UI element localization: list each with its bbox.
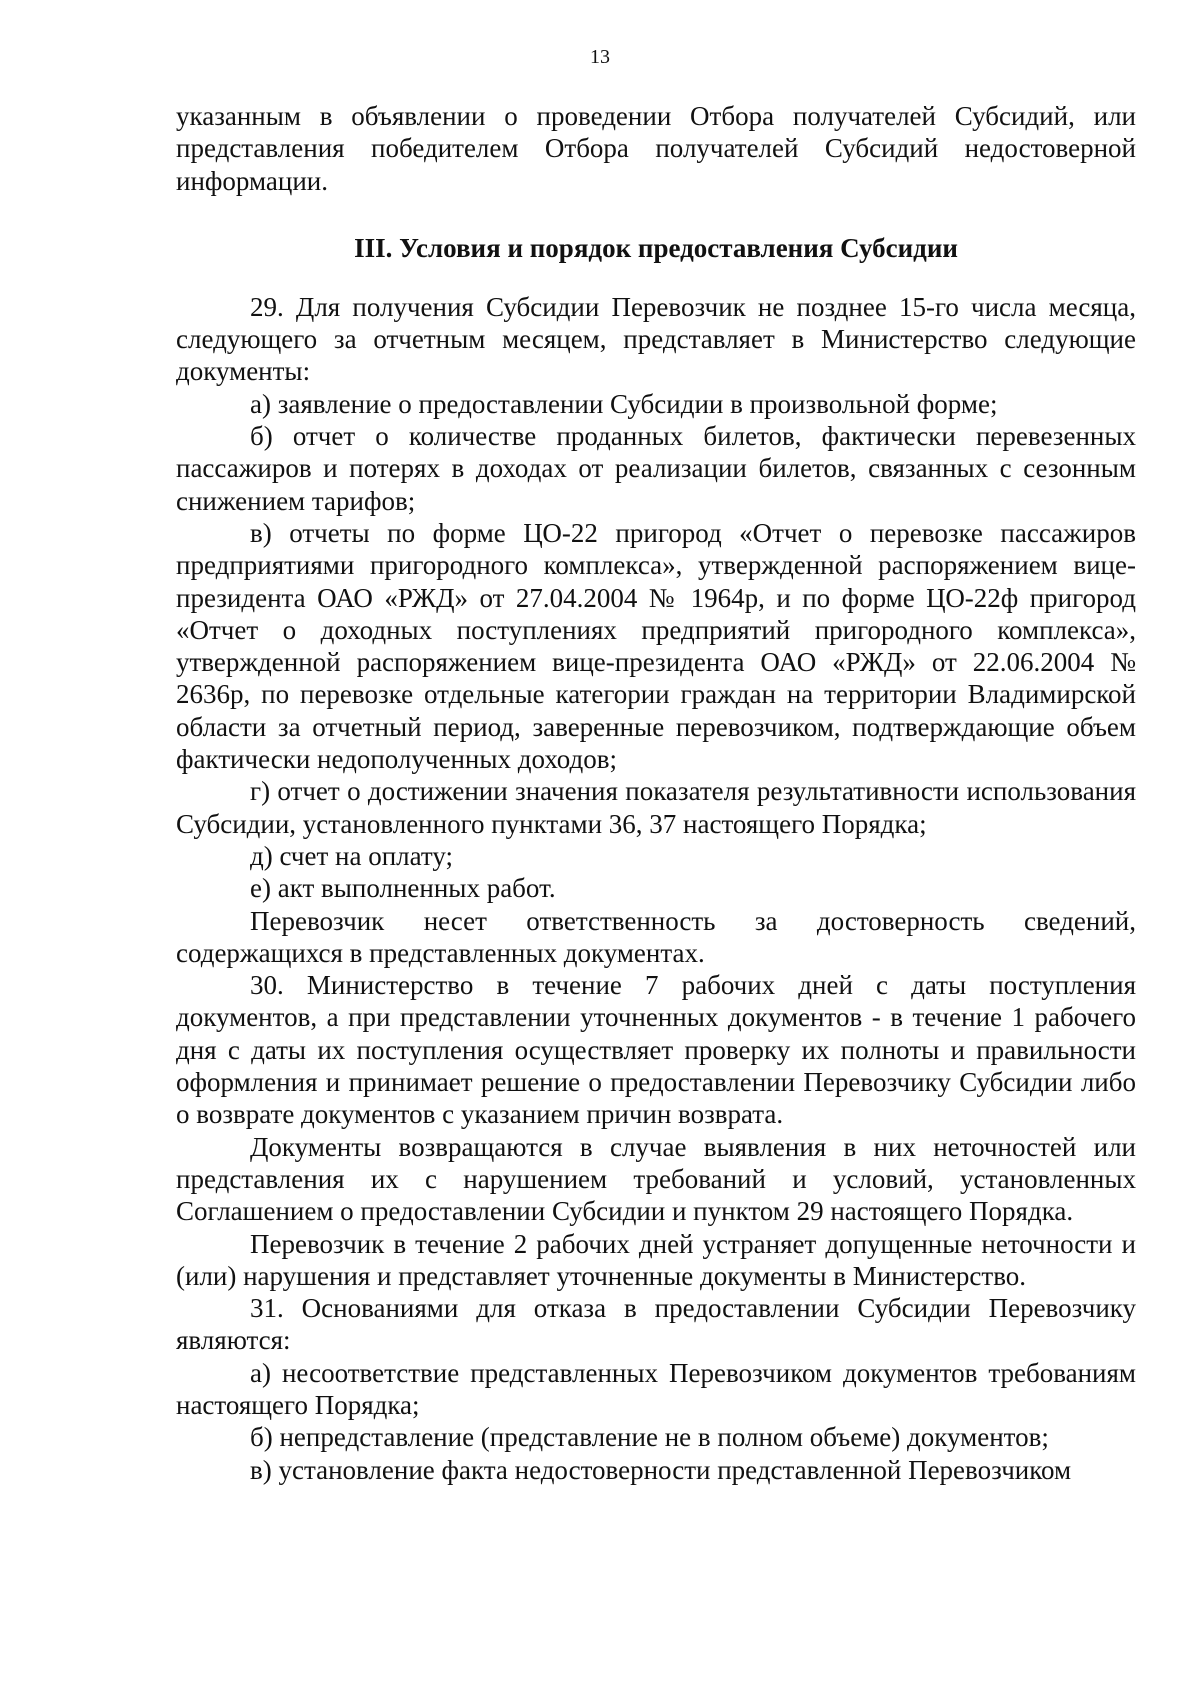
paragraph-30: 30. Министерство в течение 7 рабочих дней с даты поступления документов, а при представлении уточненных документов - в течение 1 рабочего дня с даты их поступления осуществляет проверку их полноты и правильности оформления и принимает решение о предоставлении Перевозчику Субсидии либо о возврате документов с указанием причин возврата. [176, 970, 1136, 1130]
paragraph-29: 29. Для получения Субсидии Перевозчик не позднее 15-го числа месяца, следующего за отчетным месяцем, представляет в Министерство следующие документы: [176, 291, 1136, 387]
item-29-e: е) акт выполненных работ. [250, 873, 556, 904]
item-31-a: а) несоответствие представленных Перевозчиком документов требованиям настоящего Порядка; [176, 1357, 1136, 1420]
paragraph-30-return: Документы возвращаются в случае выявления в них неточностей или представления их с нарушением требований и условий, установленных Соглашением о предоставлении Субсидии и пунктом 29 настоящего Порядка. [176, 1131, 1136, 1227]
document-body [176, 100, 1136, 1486]
intro-paragraph: указанным в объявлении о проведении Отбора получателей Субсидий, или представления победителем Отбора получателей Субсидий недостоверной информации. [176, 101, 1136, 196]
item-29-d: д) счет на оплату; [250, 840, 454, 871]
paragraph-29-responsibility: Перевозчик несет ответственность за достоверность сведений, содержащихся в представленных документах. [176, 905, 1136, 968]
paragraph-31: 31. Основаниями для отказа в предоставлении Субсидии Перевозчику являются: [176, 1293, 1136, 1356]
item-29-g: г) отчет о достижении значения показателя результативности использования Субсидии, установленного пунктами 36, 37 настоящего Порядка; [176, 776, 1136, 839]
item-29-a: а) заявление о предоставлении Субсидии в произвольной форме; [250, 388, 998, 419]
page-number: 13 [590, 46, 610, 68]
section-title: III. Условия и порядок предоставления Субсидии [354, 232, 958, 263]
item-29-v: в) отчеты по форме ЦО-22 пригород «Отчет о перевозке пассажиров предприятиями пригородного комплекса», утвержденной распоряжением вице-президента ОАО «РЖД» от 27.04.2004 № 1964р, и по форме ЦО-22ф пригород «Отчет о доходных поступлениях предприятий пригородного комплекса», утвержденной распоряжением вице-президента ОАО «РЖД» от 22.06.2004 № 2636р, по перевозке отдельные категории граждан на территории Владимирской области за отчетный период, заверенные перевозчиком, подтверждающие объем фактически недополученных доходов; [176, 517, 1136, 775]
item-31-v: в) установление факта недостоверности представленной Перевозчиком [250, 1454, 1072, 1485]
item-29-b: б) отчет о количестве проданных билетов, фактически перевезенных пассажиров и потерях в доходах от реализации билетов, связанных с сезонным снижением тарифов; [176, 421, 1136, 516]
paragraph-30-correction: Перевозчик в течение 2 рабочих дней устраняет допущенные неточности и (или) нарушения и представляет уточненные документы в Министерство. [176, 1228, 1136, 1291]
item-31-b: б) непредставление (представление не в полном объеме) документов; [250, 1422, 1049, 1453]
